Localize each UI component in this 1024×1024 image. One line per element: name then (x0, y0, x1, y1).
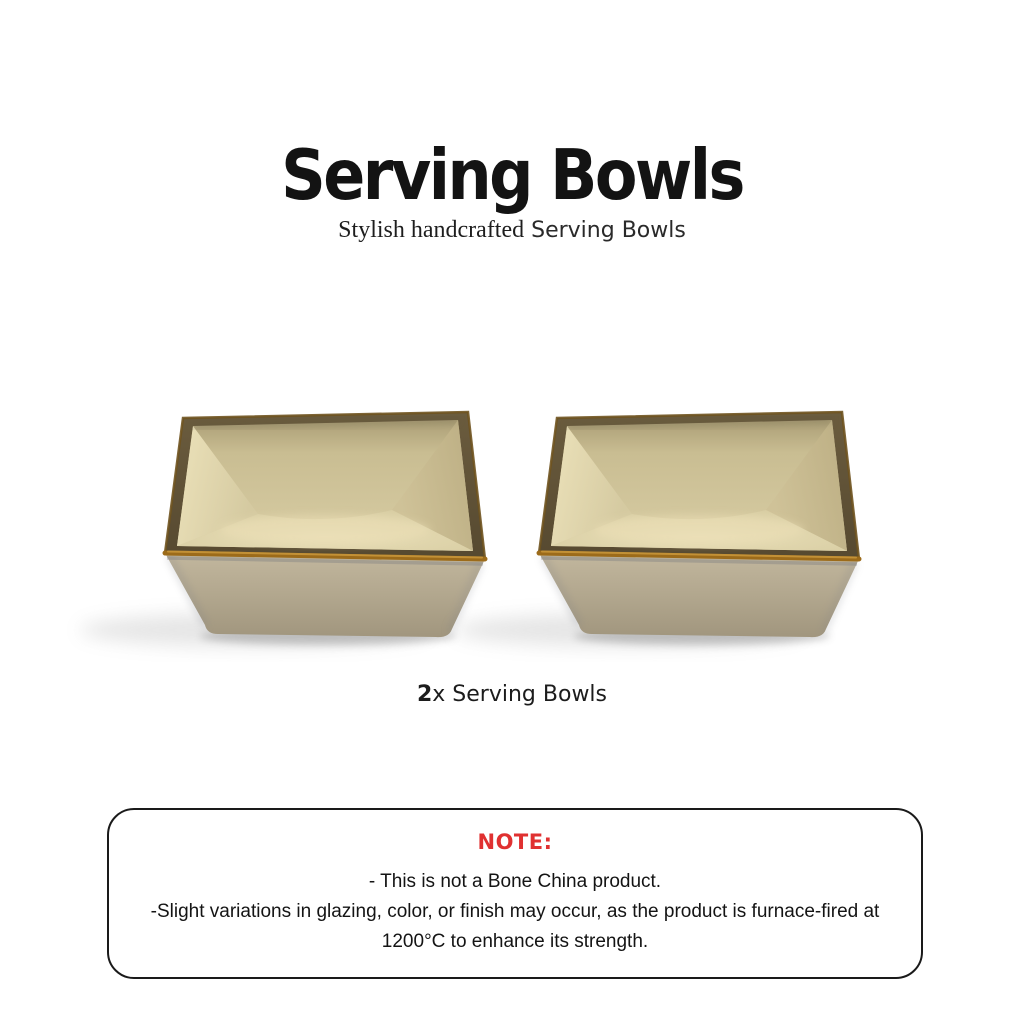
quantity-caption (0, 682, 1024, 707)
page-title: Serving Bowls (281, 134, 743, 216)
subtitle-sans-part: Serving Bowls (524, 218, 686, 243)
note-box (107, 808, 923, 979)
bowl-image-right (454, 412, 859, 647)
quantity-number: 2 (416, 682, 433, 707)
quantity-text: x Serving Bowls (432, 682, 608, 707)
note-line: - This is not a Bone China product. (368, 871, 662, 892)
subtitle (0, 217, 1024, 244)
note-line: -Slight variations in glazing, color, or finish may occur, as the product is furnace-fired at 1200°C to enhance its strength. (150, 901, 880, 952)
bowl-image-left (80, 412, 485, 647)
subtitle-serif-part: Stylish handcrafted (338, 217, 525, 243)
note-lines (109, 867, 921, 957)
bowls-illustration (0, 392, 1024, 662)
note-label: NOTE: (477, 830, 553, 854)
